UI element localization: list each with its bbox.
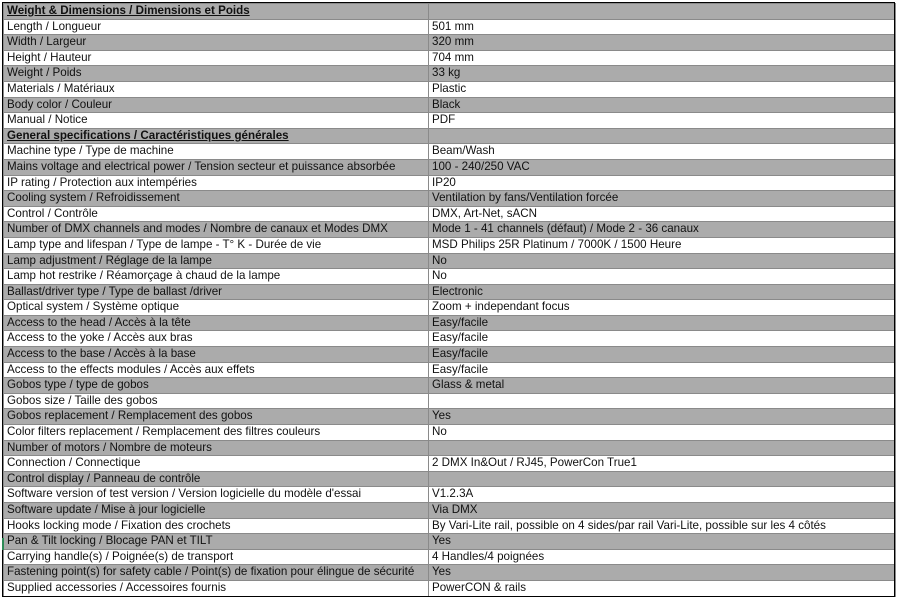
spec-label-cell[interactable]: Gobos type / type de gobos xyxy=(4,378,429,394)
table-row xyxy=(4,284,896,300)
spec-label-cell[interactable]: Gobos replacement / Remplacement des gobos xyxy=(4,409,429,425)
spec-label-cell[interactable]: Connection / Connectique xyxy=(4,456,429,472)
spec-value-cell[interactable]: 4 Handles/4 poignées xyxy=(429,549,896,565)
spec-value-cell[interactable]: V1.2.3A xyxy=(429,487,896,503)
spec-value-cell[interactable]: Easy/facile xyxy=(429,331,896,347)
spec-value-cell[interactable]: Easy/facile xyxy=(429,347,896,363)
spec-label-cell[interactable]: Software version of test version / Version logicielle du modèle d'essai xyxy=(4,487,429,503)
table-row xyxy=(4,409,896,425)
spec-value-cell[interactable]: IP20 xyxy=(429,175,896,191)
spec-value-cell[interactable]: Mode 1 - 41 channels (défaut) / Mode 2 - 36 canaux xyxy=(429,222,896,238)
spec-table-body xyxy=(4,4,896,597)
table-row xyxy=(4,222,896,238)
spec-label-cell[interactable]: IP rating / Protection aux intempéries xyxy=(4,175,429,191)
table-row xyxy=(4,97,896,113)
table-row xyxy=(4,503,896,519)
spec-label-cell[interactable]: Manual / Notice xyxy=(4,113,429,129)
spec-table xyxy=(3,3,896,597)
table-row xyxy=(4,35,896,51)
spec-value-cell[interactable]: No xyxy=(429,253,896,269)
table-row xyxy=(4,518,896,534)
spec-label-cell[interactable]: Color filters replacement / Remplacement des filtres couleurs xyxy=(4,425,429,441)
spec-value-cell[interactable] xyxy=(429,4,896,20)
spec-value-cell[interactable]: By Vari-Lite rail, possible on 4 sides/par rail Vari-Lite, possible sur les 4 côtés xyxy=(429,518,896,534)
table-row xyxy=(4,315,896,331)
table-row xyxy=(4,534,896,550)
spec-label-cell[interactable]: Control / Contrôle xyxy=(4,206,429,222)
spec-label-cell[interactable]: Body color / Couleur xyxy=(4,97,429,113)
spec-value-cell[interactable]: Plastic xyxy=(429,81,896,97)
spec-label-cell[interactable]: Access to the head / Accès à la tête xyxy=(4,315,429,331)
section-header-row xyxy=(4,128,896,144)
spec-value-cell[interactable]: Black xyxy=(429,97,896,113)
spec-value-cell[interactable]: Via DMX xyxy=(429,503,896,519)
table-row xyxy=(4,393,896,409)
spec-label-cell[interactable]: Control display / Panneau de contrôle xyxy=(4,471,429,487)
spec-value-cell[interactable]: MSD Philips 25R Platinum / 7000K / 1500 Heure xyxy=(429,237,896,253)
table-row xyxy=(4,456,896,472)
spec-label-cell[interactable]: Materials / Matériaux xyxy=(4,81,429,97)
spec-value-cell[interactable]: 704 mm xyxy=(429,50,896,66)
table-row xyxy=(4,487,896,503)
spec-value-cell[interactable] xyxy=(429,393,896,409)
spec-label-cell[interactable]: Mains voltage and electrical power / Tension secteur et puissance absorbée xyxy=(4,159,429,175)
spec-label-cell[interactable]: Hooks locking mode / Fixation des crochets xyxy=(4,518,429,534)
spec-value-cell[interactable]: 320 mm xyxy=(429,35,896,51)
spec-label-cell[interactable]: Weight / Poids xyxy=(4,66,429,82)
table-row xyxy=(4,580,896,596)
spec-value-cell[interactable]: Yes xyxy=(429,565,896,581)
spec-label-cell[interactable]: Length / Longueur xyxy=(4,19,429,35)
spec-label-cell[interactable]: Carrying handle(s) / Poignée(s) de transport xyxy=(4,549,429,565)
spec-label-cell[interactable]: Lamp type and lifespan / Type de lampe - T° K - Durée de vie xyxy=(4,237,429,253)
spec-label-cell[interactable]: Gobos size / Taille des gobos xyxy=(4,393,429,409)
spec-label-cell[interactable]: Lamp adjustment / Réglage de la lampe xyxy=(4,253,429,269)
spec-value-cell[interactable]: Zoom + independant focus xyxy=(429,300,896,316)
spec-label-cell[interactable]: Ballast/driver type / Type de ballast /driver xyxy=(4,284,429,300)
table-row xyxy=(4,19,896,35)
section-header-row xyxy=(4,4,896,20)
table-row xyxy=(4,191,896,207)
table-row xyxy=(4,378,896,394)
spec-value-cell[interactable]: 100 - 240/250 VAC xyxy=(429,159,896,175)
table-row xyxy=(4,300,896,316)
table-row xyxy=(4,347,896,363)
spec-value-cell[interactable]: Ventilation by fans/Ventilation forcée xyxy=(429,191,896,207)
spec-value-cell[interactable]: Easy/facile xyxy=(429,362,896,378)
table-row xyxy=(4,471,896,487)
spec-label-cell[interactable]: Optical system / Système optique xyxy=(4,300,429,316)
spec-label-cell[interactable]: Lamp hot restrike / Réamorçage à chaud de la lampe xyxy=(4,269,429,285)
spec-label-cell[interactable]: Cooling system / Refroidissement xyxy=(4,191,429,207)
spec-value-cell[interactable]: Electronic xyxy=(429,284,896,300)
row-marker xyxy=(2,538,4,550)
spec-value-cell[interactable]: Yes xyxy=(429,409,896,425)
table-row xyxy=(4,50,896,66)
spec-value-cell[interactable]: Glass & metal xyxy=(429,378,896,394)
spec-label-cell[interactable]: Machine type / Type de machine xyxy=(4,144,429,160)
spec-label-cell[interactable]: Weight & Dimensions / Dimensions et Poids xyxy=(4,4,429,20)
spec-value-cell[interactable]: Yes xyxy=(429,534,896,550)
spec-label-cell[interactable]: Pan & Tilt locking / Blocage PAN et TILT xyxy=(4,534,429,550)
spec-label-cell[interactable]: Access to the base / Accès à la base xyxy=(4,347,429,363)
spec-value-cell[interactable]: 2 DMX In&Out / RJ45, PowerCon True1 xyxy=(429,456,896,472)
table-row xyxy=(4,237,896,253)
table-row xyxy=(4,144,896,160)
spec-value-cell[interactable]: PowerCON & rails xyxy=(429,580,896,596)
spec-label-cell[interactable]: Software update / Mise à jour logicielle xyxy=(4,503,429,519)
spec-label-cell[interactable]: Access to the effects modules / Accès aux effets xyxy=(4,362,429,378)
spec-label-cell[interactable]: Height / Hauteur xyxy=(4,50,429,66)
table-row xyxy=(4,253,896,269)
spec-value-cell[interactable]: 33 kg xyxy=(429,66,896,82)
table-row xyxy=(4,331,896,347)
spec-value-cell[interactable] xyxy=(429,128,896,144)
table-row xyxy=(4,175,896,191)
table-row xyxy=(4,565,896,581)
table-row xyxy=(4,206,896,222)
table-row xyxy=(4,269,896,285)
table-row xyxy=(4,549,896,565)
spec-value-cell[interactable]: DMX, Art-Net, sACN xyxy=(429,206,896,222)
spec-value-cell[interactable] xyxy=(429,471,896,487)
spec-value-cell[interactable]: No xyxy=(429,425,896,441)
table-row xyxy=(4,425,896,441)
table-row xyxy=(4,113,896,129)
spec-value-cell[interactable]: Beam/Wash xyxy=(429,144,896,160)
spec-value-cell[interactable]: 501 mm xyxy=(429,19,896,35)
spec-label-cell[interactable]: Fastening point(s) for safety cable / Point(s) de fixation pour élingue de sécurité xyxy=(4,565,429,581)
spec-label-cell[interactable]: Width / Largeur xyxy=(4,35,429,51)
spec-label-cell[interactable]: Supplied accessories / Accessoires fournis xyxy=(4,580,429,596)
spec-value-cell[interactable]: No xyxy=(429,269,896,285)
table-row xyxy=(4,81,896,97)
spec-value-cell[interactable]: Easy/facile xyxy=(429,315,896,331)
spec-value-cell[interactable]: PDF xyxy=(429,113,896,129)
table-row xyxy=(4,440,896,456)
spec-value-cell[interactable] xyxy=(429,440,896,456)
table-row xyxy=(4,362,896,378)
spec-label-cell[interactable]: General specifications / Caractéristiques générales xyxy=(4,128,429,144)
spec-label-cell[interactable]: Number of DMX channels and modes / Nombre de canaux et Modes DMX xyxy=(4,222,429,238)
table-row xyxy=(4,66,896,82)
table-row xyxy=(4,159,896,175)
spec-label-cell[interactable]: Access to the yoke / Accès aux bras xyxy=(4,331,429,347)
spec-label-cell[interactable]: Number of motors / Nombre de moteurs xyxy=(4,440,429,456)
